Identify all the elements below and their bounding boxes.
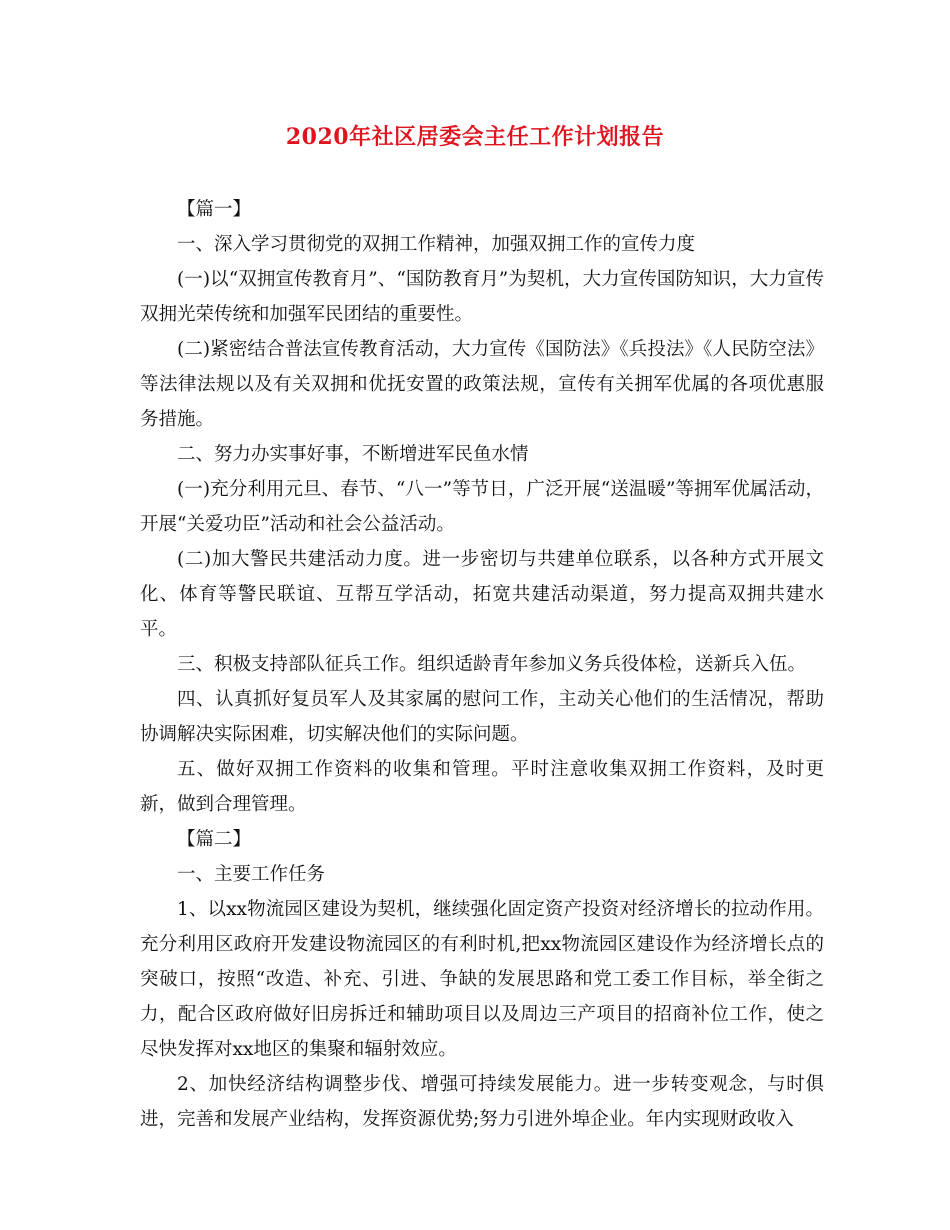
heading-item-4: 四、认真抓好复员军人及其家属的慰问工作，主动关心他们的生活情况，帮助协调解决实际困难，切实解决他们的实际问题。 [140,689,824,745]
heading-item-1: 一、深入学习贯彻党的双拥工作精神，加强双拥工作的宣传力度 [177,234,696,255]
paragraph: 1、以xx物流园区建设为契机，继续强化固定资产投资对经济增长的拉动作用。充分利用区政府开发建设物流园区的有利时机,把xx物流园区建设作为经济增长点的突破口，按照“改造、补充、引进、争缺的发展思路和党工委工作目标，举全街之力，配合区政府做好旧房拆迁和辅助项目以及周边三产项目的招商补位工作，使之尽快发挥对xx地区的集聚和辐射效应。 [140,899,824,1060]
heading-item-3: 三、积极支持部队征兵工作。组织适龄青年参加义务兵役体检，送新兵入伍。 [177,654,807,675]
section-heading-part-two: 【篇二】 [177,829,252,850]
heading-item-5: 五、做好双拥工作资料的收集和管理。平时注意收集双拥工作资料，及时更新，做到合理管理。 [140,759,824,815]
heading-item-2: 二、努力办实事好事，不断增进军民鱼水情 [177,444,529,465]
document-title: 2020年社区居委会主任工作计划报告 [285,124,665,150]
paragraph: (一)以“双拥宣传教育月”、“国防教育月”为契机，大力宣传国防知识，大力宣传双拥光荣传统和加强军民团结的重要性。 [140,269,824,325]
paragraph: 2、加快经济结构调整步伐、增强可持续发展能力。进一步转变观念，与时俱进，完善和发展产业结构，发挥资源优势;努力引进外埠企业。年内实现财政收入 [140,1074,824,1130]
heading-main-tasks: 一、主要工作任务 [177,864,326,885]
document-body [140,192,824,1137]
section-heading-part-one: 【篇一】 [177,199,252,220]
paragraph: (二)加大警民共建活动力度。进一步密切与共建单位联系，以各种方式开展文化、体育等警民联谊、互帮互学活动，拓宽共建活动渠道，努力提高双拥共建水平。 [140,549,824,640]
paragraph: (一)充分利用元旦、春节、“八一”等节日，广泛开展“送温暖”等拥军优属活动，开展“关爱功臣”活动和社会公益活动。 [140,479,824,535]
paragraph: (二)紧密结合普法宣传教育活动，大力宣传《国防法》《兵投法》《人民防空法》等法律法规以及有关双拥和优抚安置的政策法规，宣传有关拥军优属的各项优惠服务措施。 [140,339,824,430]
